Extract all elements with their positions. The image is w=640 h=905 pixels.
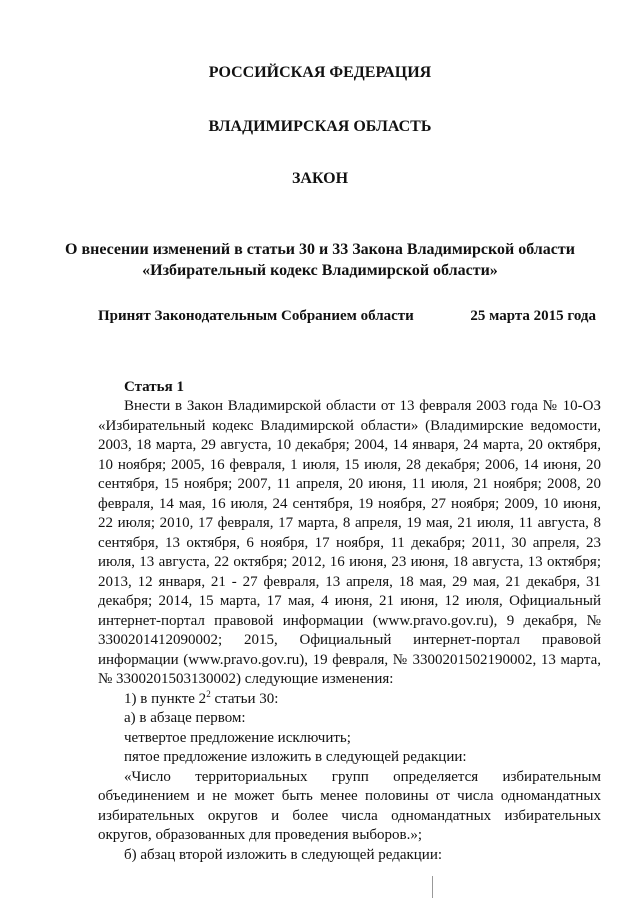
item-1-superscript: 2 xyxy=(206,688,211,699)
quoted-text: «Число территориальных групп определяется избирательным объединением и не может быть менее половины от числа одномандатных избирательных округов и более числа одномандатных избирательных округов, образованных для проведения выборов.»; xyxy=(98,768,601,843)
fourth-sentence-line: четвертое предложение исключить; xyxy=(124,729,351,746)
law-heading: ЗАКОН xyxy=(291,170,349,187)
article-body xyxy=(98,397,601,865)
sub-item-b: б) абзац второй изложить в следующей редакции: xyxy=(124,846,443,863)
fifth-sentence-line: пятое предложение изложить в следующей редакции: xyxy=(124,749,467,765)
item-1-prefix: 1) в пункте 2 xyxy=(124,690,207,707)
law-title xyxy=(0,239,640,281)
adoption-text: Принят Законодательным Собранием области xyxy=(98,308,414,324)
article-intro: Внести в Закон Владимирской области от 13 февраля 2003 года № 10-ОЗ «Избирательный кодекс Владимирской области» (Владимирские ведомости, 2003, 18 марта, 29 августа, 10 декабря; 2004, 14 января, 24 марта, 20 октября, 10 ноября; 2005, 16 февраля, 1 июля, 15 июля, 28 декабря; 2006, 14 июня, 20 сентября, 15 ноября; 2007, 11 апреля, 20 июня, 11 июля, 21 ноября; 2008, 20 февраля, 14 мая, 16 июля, 24 сентября, 19 ноября, 27 ноября; 2009, 10 июня, 22 июля; 2010, 17 февраля, 17 марта, 8 апреля, 19 мая, 21 июля, 11 августа, 8 сентября, 13 октября, 6 ноября, 17 ноября, 11 декабря; 2011, 30 апреля, 23 июля, 13 августа, 22 октября; 2012, 16 июня, 23 июня, 18 августа, 13 октября; 2013, 12 января, 21 - 27 февраля, 13 апреля, 18 мая, 29 мая, 21 декабря, 31 декабря; 2014, 15 марта, 17 мая, 4 июня, 21 июня, 12 июля, Официальный интернет-портал правовой информации (www.pravo.gov.ru), 9 декабря, № 3300201412090002; 2015, Официальный интернет-портал правовой информации (www.pravo.gov.ru), 19 февраля, № 3300201502190002, 13 марта, № 3300201503130002) следующие изменения: xyxy=(98,398,601,687)
item-1-suffix: статьи 30: xyxy=(210,690,279,707)
sub-item-a: а) в абзаце первом: xyxy=(124,710,246,726)
country-heading: РОССИЙСКАЯ ФЕДЕРАЦИЯ xyxy=(208,64,432,81)
region-heading: ВЛАДИМИРСКАЯ ОБЛАСТЬ xyxy=(208,118,432,135)
law-title-line-2: «Избирательный кодекс Владимирской области» xyxy=(142,262,498,279)
adoption-date: 25 марта 2015 года xyxy=(470,308,596,324)
adoption-line xyxy=(98,308,596,325)
item-1 xyxy=(98,690,601,710)
scan-mark xyxy=(432,876,433,898)
law-title-line-1: О внесении изменений в статьи 30 и 33 Закона Владимирской области xyxy=(65,241,575,258)
article-heading: Статья 1 xyxy=(124,379,184,395)
